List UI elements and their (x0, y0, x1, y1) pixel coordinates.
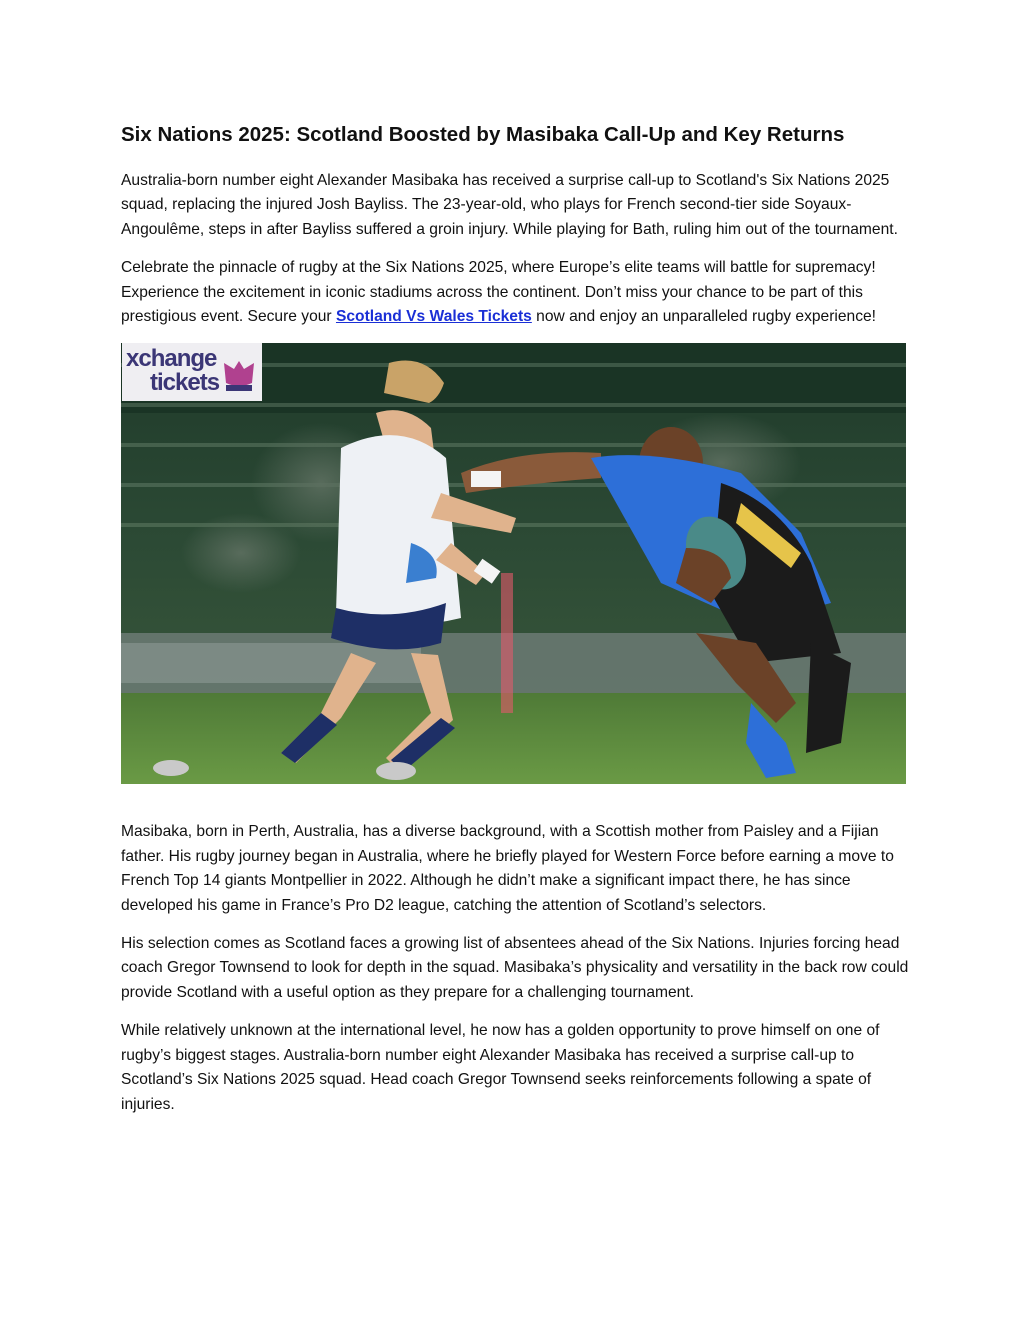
rugby-photo (121, 343, 906, 784)
paragraph-promo (121, 256, 911, 329)
ticket-icon (222, 357, 256, 395)
promo-text-before: Celebrate the pinnacle of rugby at the Six Nations 2025, where Europe’s elite teams will battle for supremacy! Experience the excitement in iconic stadiums across the continent. Don’t miss your chance to be part of this prestigious event. Secure your (121, 259, 876, 326)
promo-text-after: now and enjoy an unparalleled rugby experience! (531, 308, 877, 326)
paragraph-intro: Australia-born number eight Alexander Masibaka has received a surprise call-up to Scotland's Six Nations 2025 squad, replacing the injured Josh Bayliss. The 23-year-old, who plays for French second-tier side Soyaux-Angoulême, steps in after Bayliss suffered a groin injury. While playing for Bath, ruling him out of the tournament. (121, 172, 898, 238)
logo-text-xchange: xchange (126, 345, 217, 373)
xchange-tickets-logo (122, 343, 262, 401)
article (121, 118, 911, 1131)
scotland-vs-wales-tickets-link[interactable]: Scotland Vs Wales Tickets (335, 308, 532, 326)
rugby-action-image (121, 343, 906, 784)
article-title: Six Nations 2025: Scotland Boosted by Masibaka Call-Up and Key Returns (121, 123, 845, 146)
paragraph-selection: His selection comes as Scotland faces a growing list of absentees ahead of the Six Nations. Injuries forcing head coach Gregor Townsend to look for depth in the squad. Masibaka’s physicality and versatility in the back row could provide Scotland with a useful option as they prepare for a challenging tournament. (121, 935, 909, 1001)
paragraph-background: Masibaka, born in Perth, Australia, has a diverse background, with a Scottish mother from Paisley and a Fijian father. His rugby journey began in Australia, where he briefly played for Western Force before earning a move to French Top 14 giants Montpellier in 2022. Although he didn’t make a significant impact there, he has since developed his game in France’s Pro D2 league, catching the attention of Scotland’s selectors. (121, 823, 894, 914)
paragraph-opportunity: While relatively unknown at the international level, he now has a golden opportunity to prove himself on one of rugby’s biggest stages. Australia-born number eight Alexander Masibaka has received a surprise call-up to Scotland’s Six Nations 2025 squad. Head coach Gregor Townsend seeks reinforcements following a spate of injuries. (121, 1022, 880, 1113)
logo-text-tickets: tickets (150, 369, 220, 397)
